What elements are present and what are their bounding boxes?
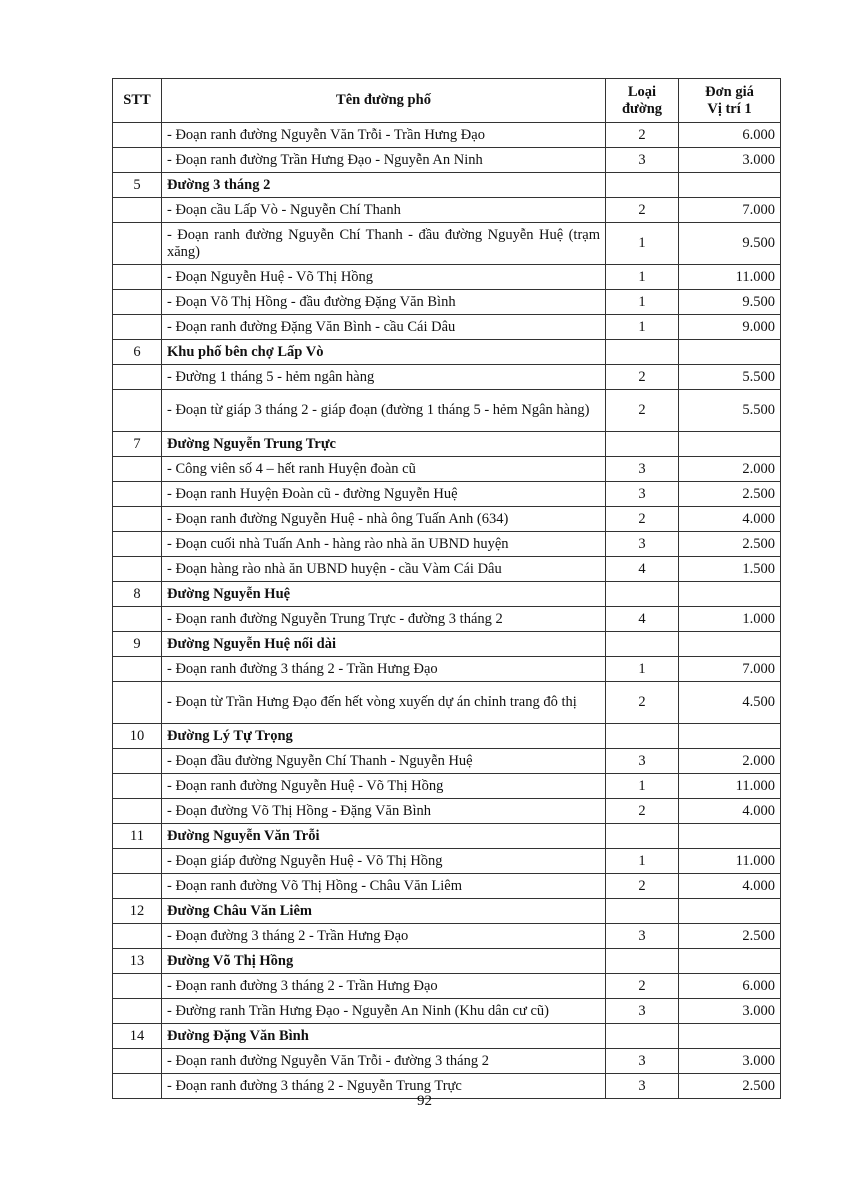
road-type-cell: 3 [606,1049,679,1074]
table-row [113,657,781,682]
stt-cell [113,999,162,1024]
table-row [113,974,781,999]
header-street-name: Tên đường phố [162,79,606,123]
unit-price-cell: 4.000 [679,507,781,532]
road-type-cell [606,824,679,849]
road-type-cell: 2 [606,123,679,148]
stt-cell [113,924,162,949]
street-name-cell: - Đoạn ranh đường Nguyễn Huệ - nhà ông Tuấn Anh (634) [162,507,606,532]
unit-price-cell: 2.000 [679,749,781,774]
street-name-cell: Đường 3 tháng 2 [162,173,606,198]
road-type-cell: 2 [606,365,679,390]
unit-price-cell: 5.500 [679,365,781,390]
stt-cell [113,482,162,507]
stt-cell [113,457,162,482]
road-type-cell [606,899,679,924]
road-type-cell [606,632,679,657]
street-group-row [113,340,781,365]
unit-price-cell: 11.000 [679,774,781,799]
street-name-cell: - Đoạn giáp đường Nguyễn Huệ - Võ Thị Hồng [162,849,606,874]
street-name-cell: - Đoạn ranh đường Nguyễn Văn Trỗi - đường 3 tháng 2 [162,1049,606,1074]
street-name-cell: - Đoạn từ giáp 3 tháng 2 - giáp đoạn (đường 1 tháng 5 - hẻm Ngân hàng) [162,390,606,432]
street-group-row [113,824,781,849]
unit-price-cell: 4.000 [679,799,781,824]
unit-price-cell [679,824,781,849]
table-row [113,390,781,432]
unit-price-cell [679,724,781,749]
table-row [113,223,781,265]
street-name-cell: - Đoạn ranh đường Nguyễn Huệ - Võ Thị Hồng [162,774,606,799]
table-row [113,607,781,632]
street-group-row [113,899,781,924]
road-type-cell: 3 [606,749,679,774]
table-row [113,123,781,148]
unit-price-cell: 6.000 [679,974,781,999]
road-type-cell: 1 [606,774,679,799]
road-type-cell: 4 [606,607,679,632]
street-name-cell: - Đoạn Võ Thị Hồng - đầu đường Đặng Văn Bình [162,290,606,315]
stt-cell [113,148,162,173]
stt-cell [113,223,162,265]
street-name-cell: - Đoạn đường Võ Thị Hồng - Đặng Văn Bình [162,799,606,824]
road-type-cell: 2 [606,198,679,223]
street-name-cell: Đường Nguyễn Trung Trực [162,432,606,457]
unit-price-cell: 2.000 [679,457,781,482]
road-type-cell: 2 [606,874,679,899]
unit-price-cell: 1.500 [679,557,781,582]
road-type-cell: 2 [606,390,679,432]
header-unit-price-line2: Vị trí 1 [707,100,752,117]
stt-cell [113,774,162,799]
unit-price-cell: 5.500 [679,390,781,432]
table-row [113,557,781,582]
stt-cell [113,290,162,315]
table-row [113,457,781,482]
unit-price-cell [679,949,781,974]
unit-price-cell: 7.000 [679,657,781,682]
road-type-cell: 1 [606,223,679,265]
street-name-cell: Đường Nguyễn Huệ nối dài [162,632,606,657]
road-type-cell [606,724,679,749]
street-name-cell: Đường Châu Văn Liêm [162,899,606,924]
unit-price-cell [679,340,781,365]
unit-price-cell [679,1024,781,1049]
street-name-cell: - Đoạn ranh đường Đặng Văn Bình - cầu Cái Dâu [162,315,606,340]
stt-cell [113,1049,162,1074]
street-group-row [113,724,781,749]
road-type-cell: 1 [606,657,679,682]
unit-price-cell: 9.500 [679,290,781,315]
road-type-cell: 2 [606,507,679,532]
street-name-cell: Đường Nguyễn Huệ [162,582,606,607]
street-price-table [112,78,781,1099]
table-header-row [113,79,781,123]
road-type-cell [606,582,679,607]
road-type-cell [606,1024,679,1049]
road-type-cell: 2 [606,974,679,999]
street-group-row [113,949,781,974]
street-group-row [113,632,781,657]
street-name-cell: - Đoạn ranh Huyện Đoàn cũ - đường Nguyễn Huệ [162,482,606,507]
table-row [113,749,781,774]
road-type-cell [606,949,679,974]
street-name-cell: - Đoạn cầu Lấp Vò - Nguyễn Chí Thanh [162,198,606,223]
street-name-cell: - Đoạn hàng rào nhà ăn UBND huyện - cầu Vàm Cái Dâu [162,557,606,582]
stt-cell: 8 [113,582,162,607]
unit-price-cell: 2.500 [679,532,781,557]
street-name-cell: - Đoạn ranh đường 3 tháng 2 - Trần Hưng Đạo [162,974,606,999]
header-unit-price [679,79,781,123]
road-type-cell [606,432,679,457]
table-row [113,315,781,340]
road-type-cell: 3 [606,999,679,1024]
table-body [113,123,781,1099]
road-type-cell: 3 [606,457,679,482]
table-row [113,532,781,557]
unit-price-cell [679,432,781,457]
table-row [113,365,781,390]
street-name-cell: - Đoạn ranh đường Nguyễn Trung Trực - đường 3 tháng 2 [162,607,606,632]
header-road-type-line2: đường [621,100,663,117]
table-row [113,507,781,532]
street-group-row [113,582,781,607]
road-type-cell: 1 [606,290,679,315]
stt-cell: 7 [113,432,162,457]
street-group-row [113,1024,781,1049]
unit-price-cell [679,173,781,198]
street-name-cell: - Đoạn cuối nhà Tuấn Anh - hàng rào nhà ăn UBND huyện [162,532,606,557]
header-unit-price-line1: Đơn giá [705,83,754,100]
road-type-cell: 3 [606,148,679,173]
street-name-cell: - Đoạn từ Trần Hưng Đạo đến hết vòng xuyến dự án chỉnh trang đô thị [162,682,606,724]
stt-cell [113,799,162,824]
unit-price-cell: 3.000 [679,1049,781,1074]
unit-price-cell: 4.000 [679,874,781,899]
stt-cell: 12 [113,899,162,924]
stt-cell: 6 [113,340,162,365]
unit-price-cell: 11.000 [679,849,781,874]
unit-price-cell: 2.500 [679,1074,781,1099]
unit-price-cell: 11.000 [679,265,781,290]
unit-price-cell: 6.000 [679,123,781,148]
road-type-cell: 4 [606,557,679,582]
road-type-cell [606,340,679,365]
table-row [113,924,781,949]
street-group-row [113,173,781,198]
street-name-cell: - Đoạn ranh đường Trần Hưng Đạo - Nguyễn An Ninh [162,148,606,173]
stt-cell: 5 [113,173,162,198]
street-name-cell: Đường Nguyễn Văn Trỗi [162,824,606,849]
road-type-cell: 3 [606,532,679,557]
street-name-cell: Đường Lý Tự Trọng [162,724,606,749]
stt-cell [113,657,162,682]
unit-price-cell: 2.500 [679,482,781,507]
header-road-type [606,79,679,123]
unit-price-cell: 9.000 [679,315,781,340]
road-type-cell: 3 [606,482,679,507]
table-row [113,682,781,724]
street-name-cell: - Đoạn ranh đường 3 tháng 2 - Trần Hưng Đạo [162,657,606,682]
table-row [113,799,781,824]
table-row [113,774,781,799]
stt-cell [113,874,162,899]
stt-cell [113,315,162,340]
page-number: 92 [417,1093,432,1109]
table-row [113,874,781,899]
stt-cell [113,682,162,724]
stt-cell [113,265,162,290]
road-type-cell: 1 [606,265,679,290]
stt-cell [113,607,162,632]
street-name-cell: - Công viên số 4 – hết ranh Huyện đoàn cũ [162,457,606,482]
street-group-row [113,432,781,457]
table-row [113,148,781,173]
stt-cell [113,849,162,874]
header-road-type-line1: Loại [627,83,657,100]
road-type-cell: 3 [606,924,679,949]
unit-price-cell: 3.000 [679,148,781,173]
table-row [113,198,781,223]
stt-cell: 13 [113,949,162,974]
unit-price-cell: 7.000 [679,198,781,223]
stt-cell: 10 [113,724,162,749]
stt-cell [113,390,162,432]
street-name-cell: - Đoạn ranh đường Võ Thị Hồng - Châu Văn Liêm [162,874,606,899]
road-type-cell [606,173,679,198]
table-row [113,290,781,315]
road-type-cell: 2 [606,682,679,724]
stt-cell: 9 [113,632,162,657]
street-name-cell: - Đoạn Nguyễn Huệ - Võ Thị Hồng [162,265,606,290]
street-name-cell: Khu phố bên chợ Lấp Vò [162,340,606,365]
road-type-cell: 1 [606,849,679,874]
street-name-cell: - Đoạn ranh đường Nguyễn Văn Trỗi - Trần Hưng Đạo [162,123,606,148]
street-name-cell: - Đoạn ranh đường Nguyễn Chí Thanh - đầu đường Nguyễn Huệ (trạm xăng) [162,223,606,265]
unit-price-cell [679,899,781,924]
table-row [113,265,781,290]
unit-price-cell: 2.500 [679,924,781,949]
road-type-cell: 2 [606,799,679,824]
stt-cell: 14 [113,1024,162,1049]
stt-cell [113,198,162,223]
stt-cell [113,507,162,532]
unit-price-cell: 4.500 [679,682,781,724]
unit-price-cell: 1.000 [679,607,781,632]
street-name-cell: - Đường ranh Trần Hưng Đạo - Nguyễn An Ninh (Khu dân cư cũ) [162,999,606,1024]
unit-price-cell [679,582,781,607]
stt-cell [113,557,162,582]
unit-price-cell: 9.500 [679,223,781,265]
unit-price-cell: 3.000 [679,999,781,1024]
table-row [113,849,781,874]
stt-cell [113,749,162,774]
road-type-cell: 1 [606,315,679,340]
street-name-cell: - Đoạn đầu đường Nguyễn Chí Thanh - Nguyễn Huệ [162,749,606,774]
street-name-cell: Đường Võ Thị Hồng [162,949,606,974]
table-row [113,999,781,1024]
header-stt: STT [113,79,162,123]
stt-cell: 11 [113,824,162,849]
street-name-cell: - Đoạn ranh đường 3 tháng 2 - Nguyễn Trung Trực [162,1074,606,1099]
table-row [113,1049,781,1074]
stt-cell [113,974,162,999]
stt-cell [113,123,162,148]
table-row [113,482,781,507]
street-name-cell: - Đường 1 tháng 5 - hẻm ngân hàng [162,365,606,390]
road-type-cell: 3 [606,1074,679,1099]
unit-price-cell [679,632,781,657]
stt-cell [113,365,162,390]
street-name-cell: Đường Đặng Văn Bình [162,1024,606,1049]
street-name-cell: - Đoạn đường 3 tháng 2 - Trần Hưng Đạo [162,924,606,949]
stt-cell [113,532,162,557]
